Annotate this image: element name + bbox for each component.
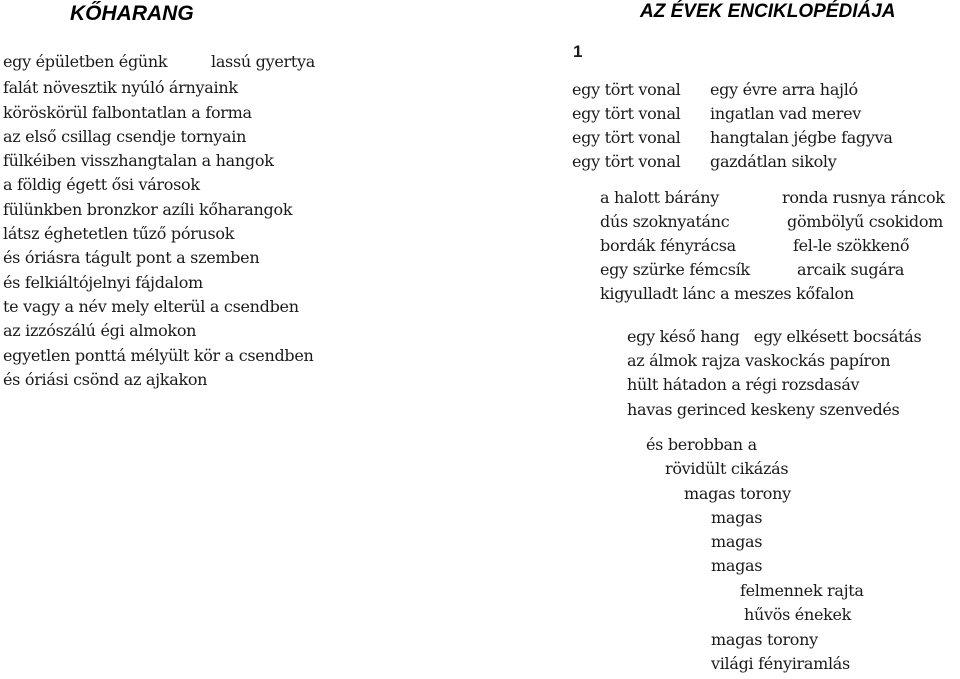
poem-line [3, 52, 314, 76]
poem-line: köröskörül falbontatlan a forma [3, 102, 252, 122]
poem-line: és óriásra tágult pont a szemben [3, 248, 260, 268]
poem-line-part: egy évre arra hajló [710, 80, 858, 99]
poem-line-part: egy szürke fémcsík [600, 260, 750, 279]
poem-line: fülünkben bronzkor azíli kőharangok [3, 199, 293, 219]
poem-line-part: gazdátlan sikoly [710, 152, 837, 171]
poem-line: az izzószálú égi almokon [3, 321, 197, 341]
poem-line: fülkéiben visszhangtalan a hangok [3, 151, 274, 171]
poem-line: magas [711, 532, 763, 551]
poem-line-part: kigyulladt lánc a meszes kőfalon [600, 284, 854, 303]
poem-line: rövidült cikázás [665, 459, 789, 478]
poem-line-part: bordák fényrácsa [600, 236, 736, 255]
poem-line: és berobban a [646, 435, 757, 454]
poem-line-part: arcaik sugára [797, 260, 905, 279]
poem-line-part: egy tört vonal [572, 128, 681, 147]
poem-line: és óriási csönd az ajkakon [3, 369, 208, 389]
poem-line-part: a halott bárány [600, 188, 719, 207]
poem-line: és felkiáltójelnyi fájdalom [3, 272, 203, 292]
poem-line-part: lassú gyertya [211, 52, 315, 71]
poem-line: egyetlen ponttá mélyült kör a csendben [3, 345, 314, 365]
poem-line: egy késő hang egy elkésett bocsátás [627, 327, 922, 346]
poem-title-left: KŐHARANG [70, 2, 194, 25]
poem-line: felmennek rajta [740, 581, 864, 600]
poem-line-part: fel-le szökkenő [793, 236, 910, 255]
poem-line-part: egy tört vonal [572, 80, 681, 99]
poem-line-part: ingatlan vad merev [710, 104, 861, 123]
poem-line: hült hátadon a régi rozsdasáv [627, 375, 860, 395]
poem-line-part: dús szoknyatánc [600, 212, 730, 231]
poem-line: hűvös énekek [744, 605, 852, 624]
poem-line: magas [711, 556, 763, 575]
poem-line: az első csillag csendje tornyain [3, 126, 247, 146]
poem-line-part: ronda rusnya ráncok [782, 188, 945, 207]
poem-line: az álmok rajza vaskockás papíron [627, 351, 891, 371]
section-number: 1 [573, 42, 583, 61]
poem-title-right: AZ ÉVEK ENCIKLOPÉDIÁJA [640, 1, 896, 22]
poem-left-stanza [3, 52, 314, 392]
poem-line-part: egy épületben égünk [3, 52, 168, 71]
poem-line: havas gerinced keskeny szenvedés [627, 399, 900, 419]
stanza-3 [627, 325, 921, 422]
poem-line: a földig égett ősi városok [3, 175, 200, 195]
poem-line: te vagy a név mely elterül a csendben [3, 296, 299, 316]
poem-line-part: hangtalan jégbe fagyva [710, 128, 893, 147]
poem-line: magas torony [711, 630, 818, 649]
poem-line-part: gömbölyű csokidom [787, 212, 944, 231]
poem-line-part: egy tört vonal [572, 104, 681, 123]
poem-line: világi fényiramlás [711, 654, 850, 673]
poem-line-part: egy tört vonal [572, 152, 681, 171]
poem-line: falát növesztik nyúló árnyaink [3, 78, 238, 98]
poem-line: magas torony [684, 484, 791, 503]
poem-line: magas [711, 508, 763, 527]
poem-line: látsz éghetetlen tűző pórusok [3, 224, 235, 244]
